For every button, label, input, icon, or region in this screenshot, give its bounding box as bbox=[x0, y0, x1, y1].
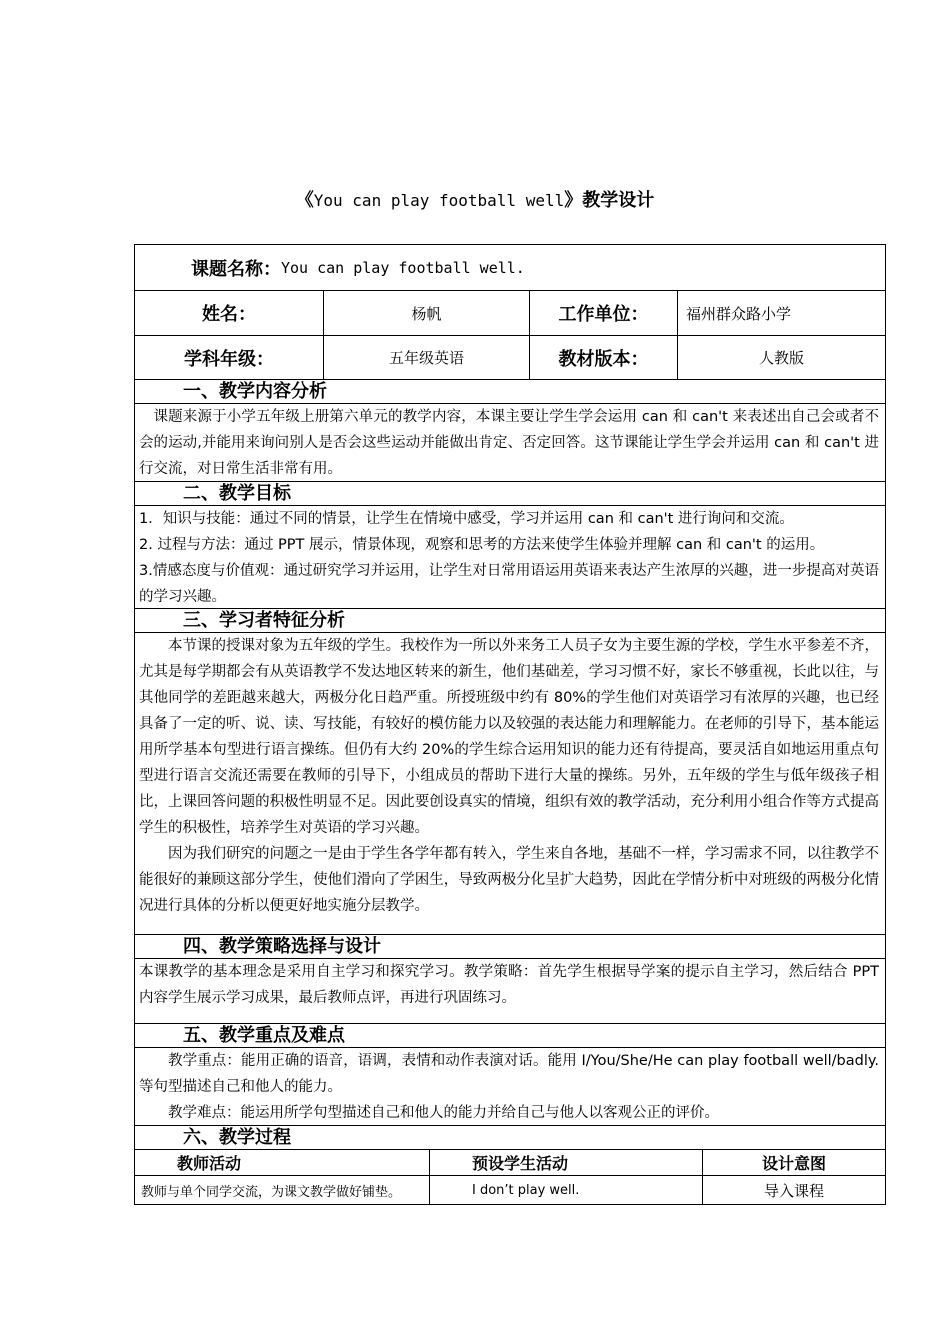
edition-value-cell bbox=[677, 336, 885, 379]
column-header-intent: 设计意图 bbox=[761, 1154, 826, 1173]
unit-value-cell bbox=[677, 291, 885, 335]
section-4-heading bbox=[134, 935, 886, 959]
section-2-heading bbox=[134, 482, 886, 506]
column-header-student: 预设学生活动 bbox=[472, 1154, 569, 1173]
name-value: 杨帆 bbox=[411, 304, 442, 323]
section-5-heading bbox=[134, 1024, 886, 1048]
name-label-cell bbox=[135, 291, 323, 335]
section-1-body bbox=[134, 404, 886, 482]
table-cell bbox=[702, 1176, 885, 1204]
grade-label: 学科年级： bbox=[184, 348, 274, 370]
section-3-heading bbox=[134, 609, 886, 633]
title-course: You can play football well bbox=[313, 191, 565, 210]
topic-label: 课题名称： bbox=[191, 258, 281, 280]
section-2-title: 二、教学目标 bbox=[183, 483, 291, 504]
edition-label-cell bbox=[529, 336, 677, 379]
column-header-teacher: 教师活动 bbox=[177, 1154, 242, 1173]
title-suffix: 》教学设计 bbox=[564, 190, 655, 211]
student-activity: I don’t play well. bbox=[472, 1182, 580, 1198]
section-5-body bbox=[134, 1048, 886, 1126]
section-5-paragraph-1: 教学重点：能用正确的语音，语调，表情和动作表演对话。能用 I/You/She/He can play football well/badly.等句型描述自己和他人的能力。 bbox=[139, 1053, 879, 1095]
section-1-heading bbox=[134, 380, 886, 404]
topic-value: You can play football well. bbox=[281, 258, 525, 277]
section-5-title: 五、教学重点及难点 bbox=[183, 1025, 345, 1046]
title-prefix: 《 bbox=[295, 190, 314, 211]
section-4-body bbox=[134, 959, 886, 1024]
table-cell bbox=[135, 1176, 429, 1204]
unit-value: 福州群众路小学 bbox=[686, 304, 792, 323]
header-cell bbox=[429, 1150, 702, 1175]
page-title bbox=[0, 186, 950, 212]
section-1-title: 一、教学内容分析 bbox=[183, 381, 327, 402]
section-4-title: 四、教学策略选择与设计 bbox=[183, 936, 381, 957]
objective-item: 2. 过程与方法：通过 PPT 展示，情景体现，观察和思考的方法来使学生体验并理解 can 和 can't 的运用。 bbox=[139, 537, 825, 553]
unit-label: 工作单位： bbox=[558, 304, 649, 325]
table-row bbox=[134, 1176, 886, 1205]
name-label: 姓名： bbox=[202, 304, 256, 325]
section-1-text: 课题来源于小学五年级上册第六单元的教学内容，本课主要让学生学会运用 can 和 can't 来表述出自己会或者不会的运动,并能用来询问别人是否会这些运动并能做出肯定、否定回答。这节课能让学生学会并运用 can 和 can't 进行交流，对日常生活非常有用。 bbox=[139, 409, 879, 477]
unit-label-cell bbox=[529, 291, 677, 335]
section-5-paragraph-2: 教学难点：能运用所学句型描述自己和他人的能力并给自己与他人以客观公正的评价。 bbox=[168, 1105, 719, 1121]
teacher-activity: 教师与单个同学交流，为课文教学做好铺垫。 bbox=[141, 1184, 402, 1200]
grade-row bbox=[134, 336, 886, 380]
table-cell bbox=[429, 1176, 702, 1204]
section-3-title: 三、学习者特征分析 bbox=[183, 610, 345, 631]
topic-row bbox=[134, 244, 886, 291]
section-4-text: 本课教学的基本理念是采用自主学习和探究学习。教学策略：首先学生根据导学案的提示自主学习，然后结合 PPT 内容学生展示学习成果，最后教师点评，再进行巩固练习。 bbox=[139, 964, 879, 1006]
process-table-header bbox=[134, 1150, 886, 1176]
objective-item: 1．知识与技能：通过不同的情景，让学生在情境中感受，学习并运用 can 和 can't 进行询问和交流。 bbox=[139, 511, 794, 527]
section-3-paragraph-2: 因为我们研究的问题之一是由于学生各学年都有转入，学生来自各地，基础不一样，学习需求不同，以往教学不能很好的兼顾这部分学生，使他们滑向了学困生，导致两极分化呈扩大趋势，因此在学情分析中对班级的两极分化情况进行具体的分析以便更好地实施分层教学。 bbox=[139, 846, 879, 914]
lesson-plan-table bbox=[134, 244, 886, 1205]
section-6-heading bbox=[134, 1126, 886, 1150]
grade-value: 五年级英语 bbox=[388, 349, 464, 367]
section-3-body bbox=[134, 633, 886, 935]
grade-label-cell bbox=[135, 336, 323, 379]
name-value-cell bbox=[323, 291, 529, 335]
section-6-title: 六、教学过程 bbox=[183, 1127, 291, 1148]
edition-label: 教材版本： bbox=[558, 348, 649, 370]
header-cell bbox=[135, 1150, 429, 1175]
header-cell bbox=[702, 1150, 885, 1175]
design-intent: 导入课程 bbox=[763, 1181, 824, 1200]
edition-value: 人教版 bbox=[758, 349, 804, 367]
grade-value-cell bbox=[323, 336, 529, 379]
name-row bbox=[134, 291, 886, 336]
section-2-body bbox=[134, 506, 886, 609]
objective-item: 3.情感态度与价值观：通过研究学习并运用，让学生对日常用语运用英语来表达产生浓厚的兴趣，进一步提高对英语的学习兴趣。 bbox=[139, 563, 879, 605]
section-3-paragraph-1: 本节课的授课对象为五年级的学生。我校作为一所以外来务工人员子女为主要生源的学校，学生水平参差不齐，尤其是每学期都会有从英语教学不发达地区转来的新生，他们基础差，学习习惯不好，家长不够重视，长此以往，与其他同学的差距越来越大，两极分化日趋严重。所授班级中约有 80%的学生他们对英语学习有浓厚的兴趣，也已经具备了一定的听、说、读、写技能，有较好的模仿能力以及较强的表达能力和理解能力。在老师的引导下，基本能运用所学基本句型进行语言操练。但仍有大约 20%的学生综合运用知识的能力还有待提高，要灵活自如地运用重点句型进行语言交流还需要在教师的引导下，小组成员的帮助下进行大量的操练。另外，五年级的学生与低年级孩子相比，上课回答问题的积极性明显不足。因此要创设真实的情境，组织有效的教学活动，充分利用小组合作等方式提高学生的积极性，培养学生对英语的学习兴趣。 bbox=[139, 638, 879, 836]
topic-cell bbox=[191, 245, 525, 290]
